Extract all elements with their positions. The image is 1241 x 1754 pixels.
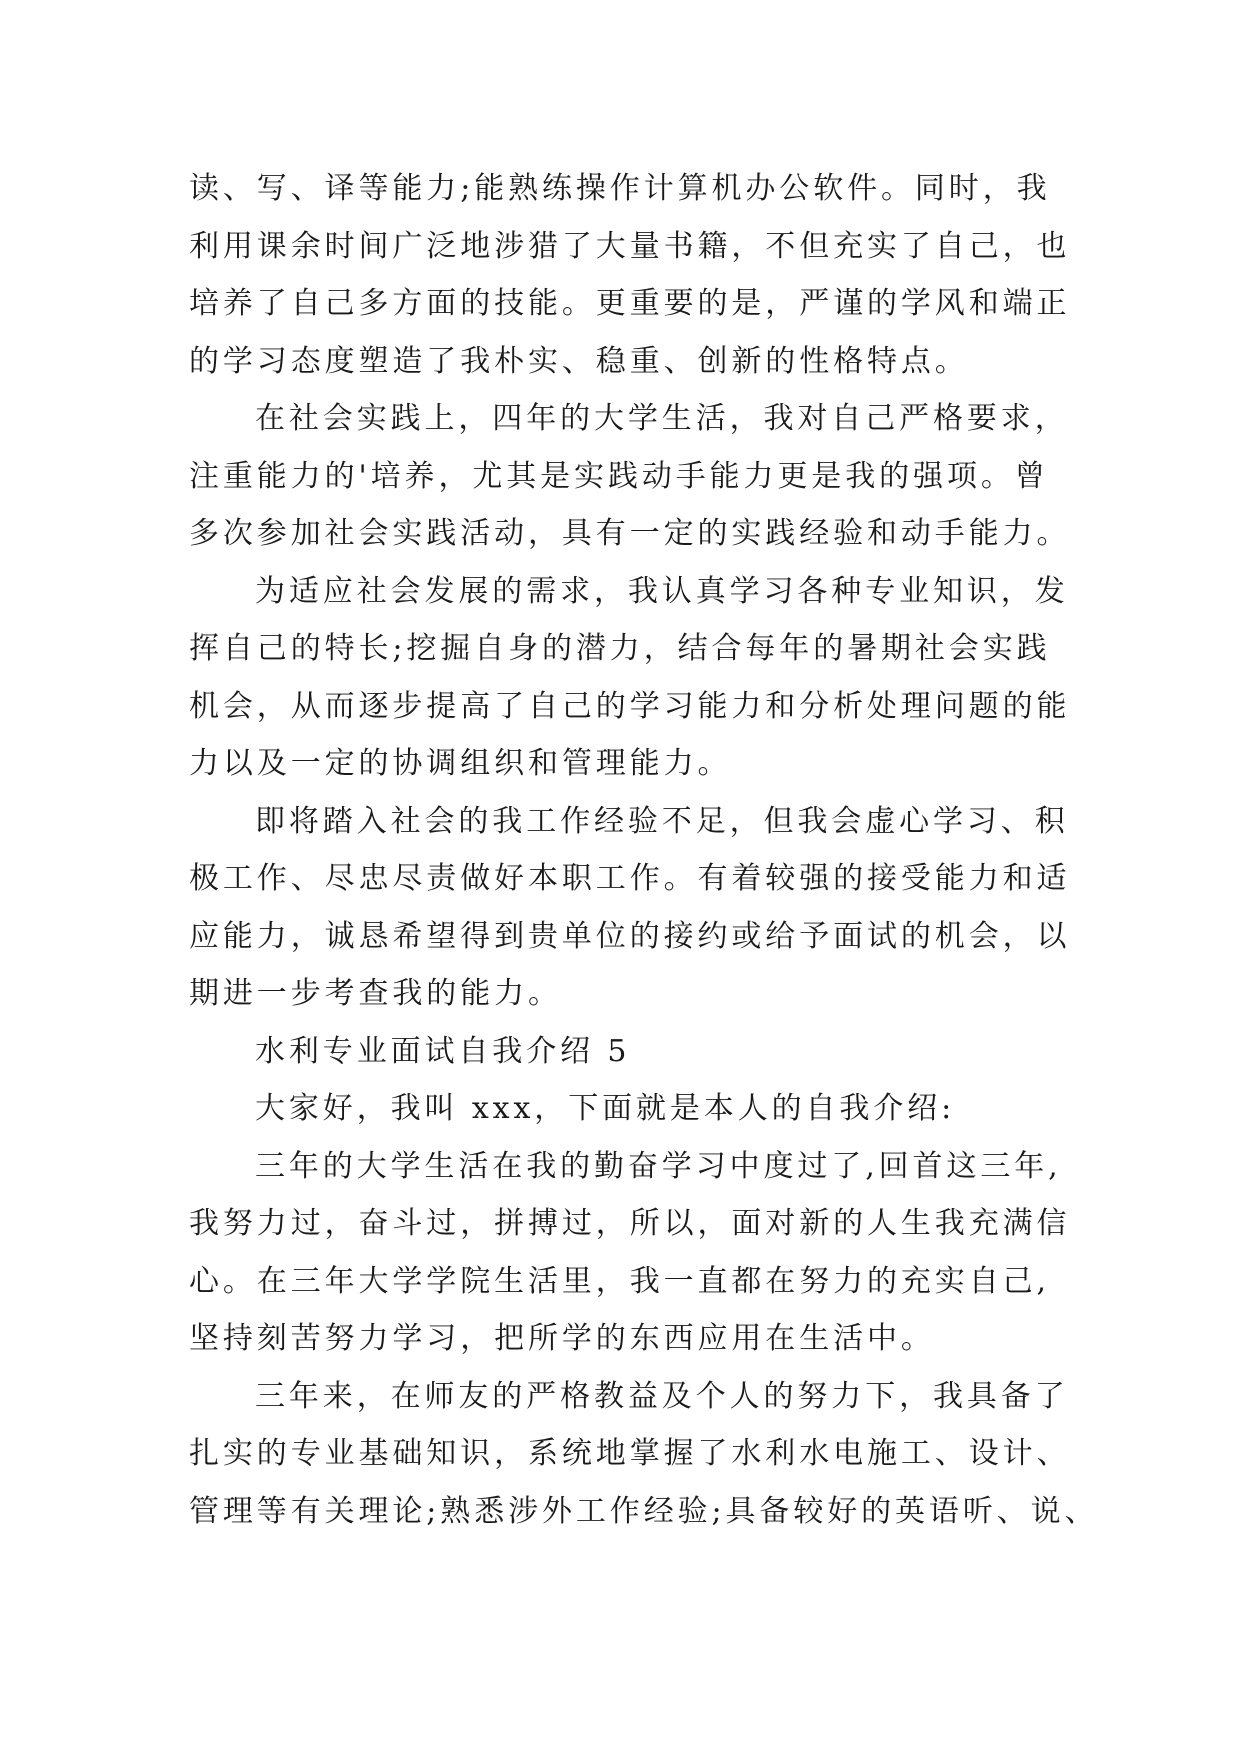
text-line: 坚持刻苦努力学习，把所学的东西应用在生活中。 [189,1321,935,1356]
text-line: 注重能力的'培养，尤其是实践动手能力更是我的强项。曾 [189,458,1049,494]
text-line: 大家好，我叫 xxx，下面就是本人的自我介绍: [255,1091,956,1126]
text-line: 极工作、尽忠尽责做好本职工作。有着较强的接受能力和适 [189,861,1071,896]
text-line: 在社会实践上，四年的大学生活，我对自己严格要求， [255,401,1069,436]
text-line: 扎实的专业基础知识，系统地掌握了水利水电施工、设计、 [189,1436,1071,1471]
text-line: 管理等有关理论;熟悉涉外工作经验;具备较好的英语听、说、 [189,1493,1099,1529]
text-line: 读、写、译等能力;能熟练操作计算机办公软件。同时，我 [189,171,1051,206]
text-line: 我努力过，奋斗过，拼搏过，所以，面对新的人生我充满信 [189,1206,1071,1241]
text-line: 多次参加社会实践活动，具有一定的实践经验和动手能力。 [189,516,1071,551]
section-heading: 水利专业面试自我介绍 5 [255,1033,631,1069]
document-body [189,160,1099,1540]
text-line: 挥自己的特长;挖掘自身的潜力，结合每年的暑期社会实践 [189,631,1051,666]
text-line: 三年的大学生活在我的勤奋学习中度过了,回首这三年, [255,1148,1062,1184]
text-line: 心。在三年大学学院生活里，我一直都在努力的充实自己, [189,1263,1050,1299]
text-line: 培养了自己多方面的技能。更重要的是，严谨的学风和端正 [189,286,1071,321]
text-line: 应能力，诚恳希望得到贵单位的接约或给予面试的机会，以 [189,918,1071,954]
text-line: 力以及一定的协调组织和管理能力。 [189,746,732,781]
text-line: 利用课余时间广泛地涉猎了大量书籍，不但充实了自己，也 [189,228,1071,264]
text-line: 三年来，在师友的严格教益及个人的努力下，我具备了 [255,1378,1069,1414]
text-line: 的学习态度塑造了我朴实、稳重、创新的性格特点。 [189,343,969,379]
text-line: 即将踏入社会的我工作经验不足，但我会虚心学习、积 [255,803,1069,839]
text-line: 为适应社会发展的需求，我认真学习各种专业知识，发 [255,573,1069,609]
text-line: 机会，从而逐步提高了自己的学习能力和分析处理问题的能 [189,688,1071,724]
text-line: 期进一步考查我的能力。 [189,976,562,1011]
